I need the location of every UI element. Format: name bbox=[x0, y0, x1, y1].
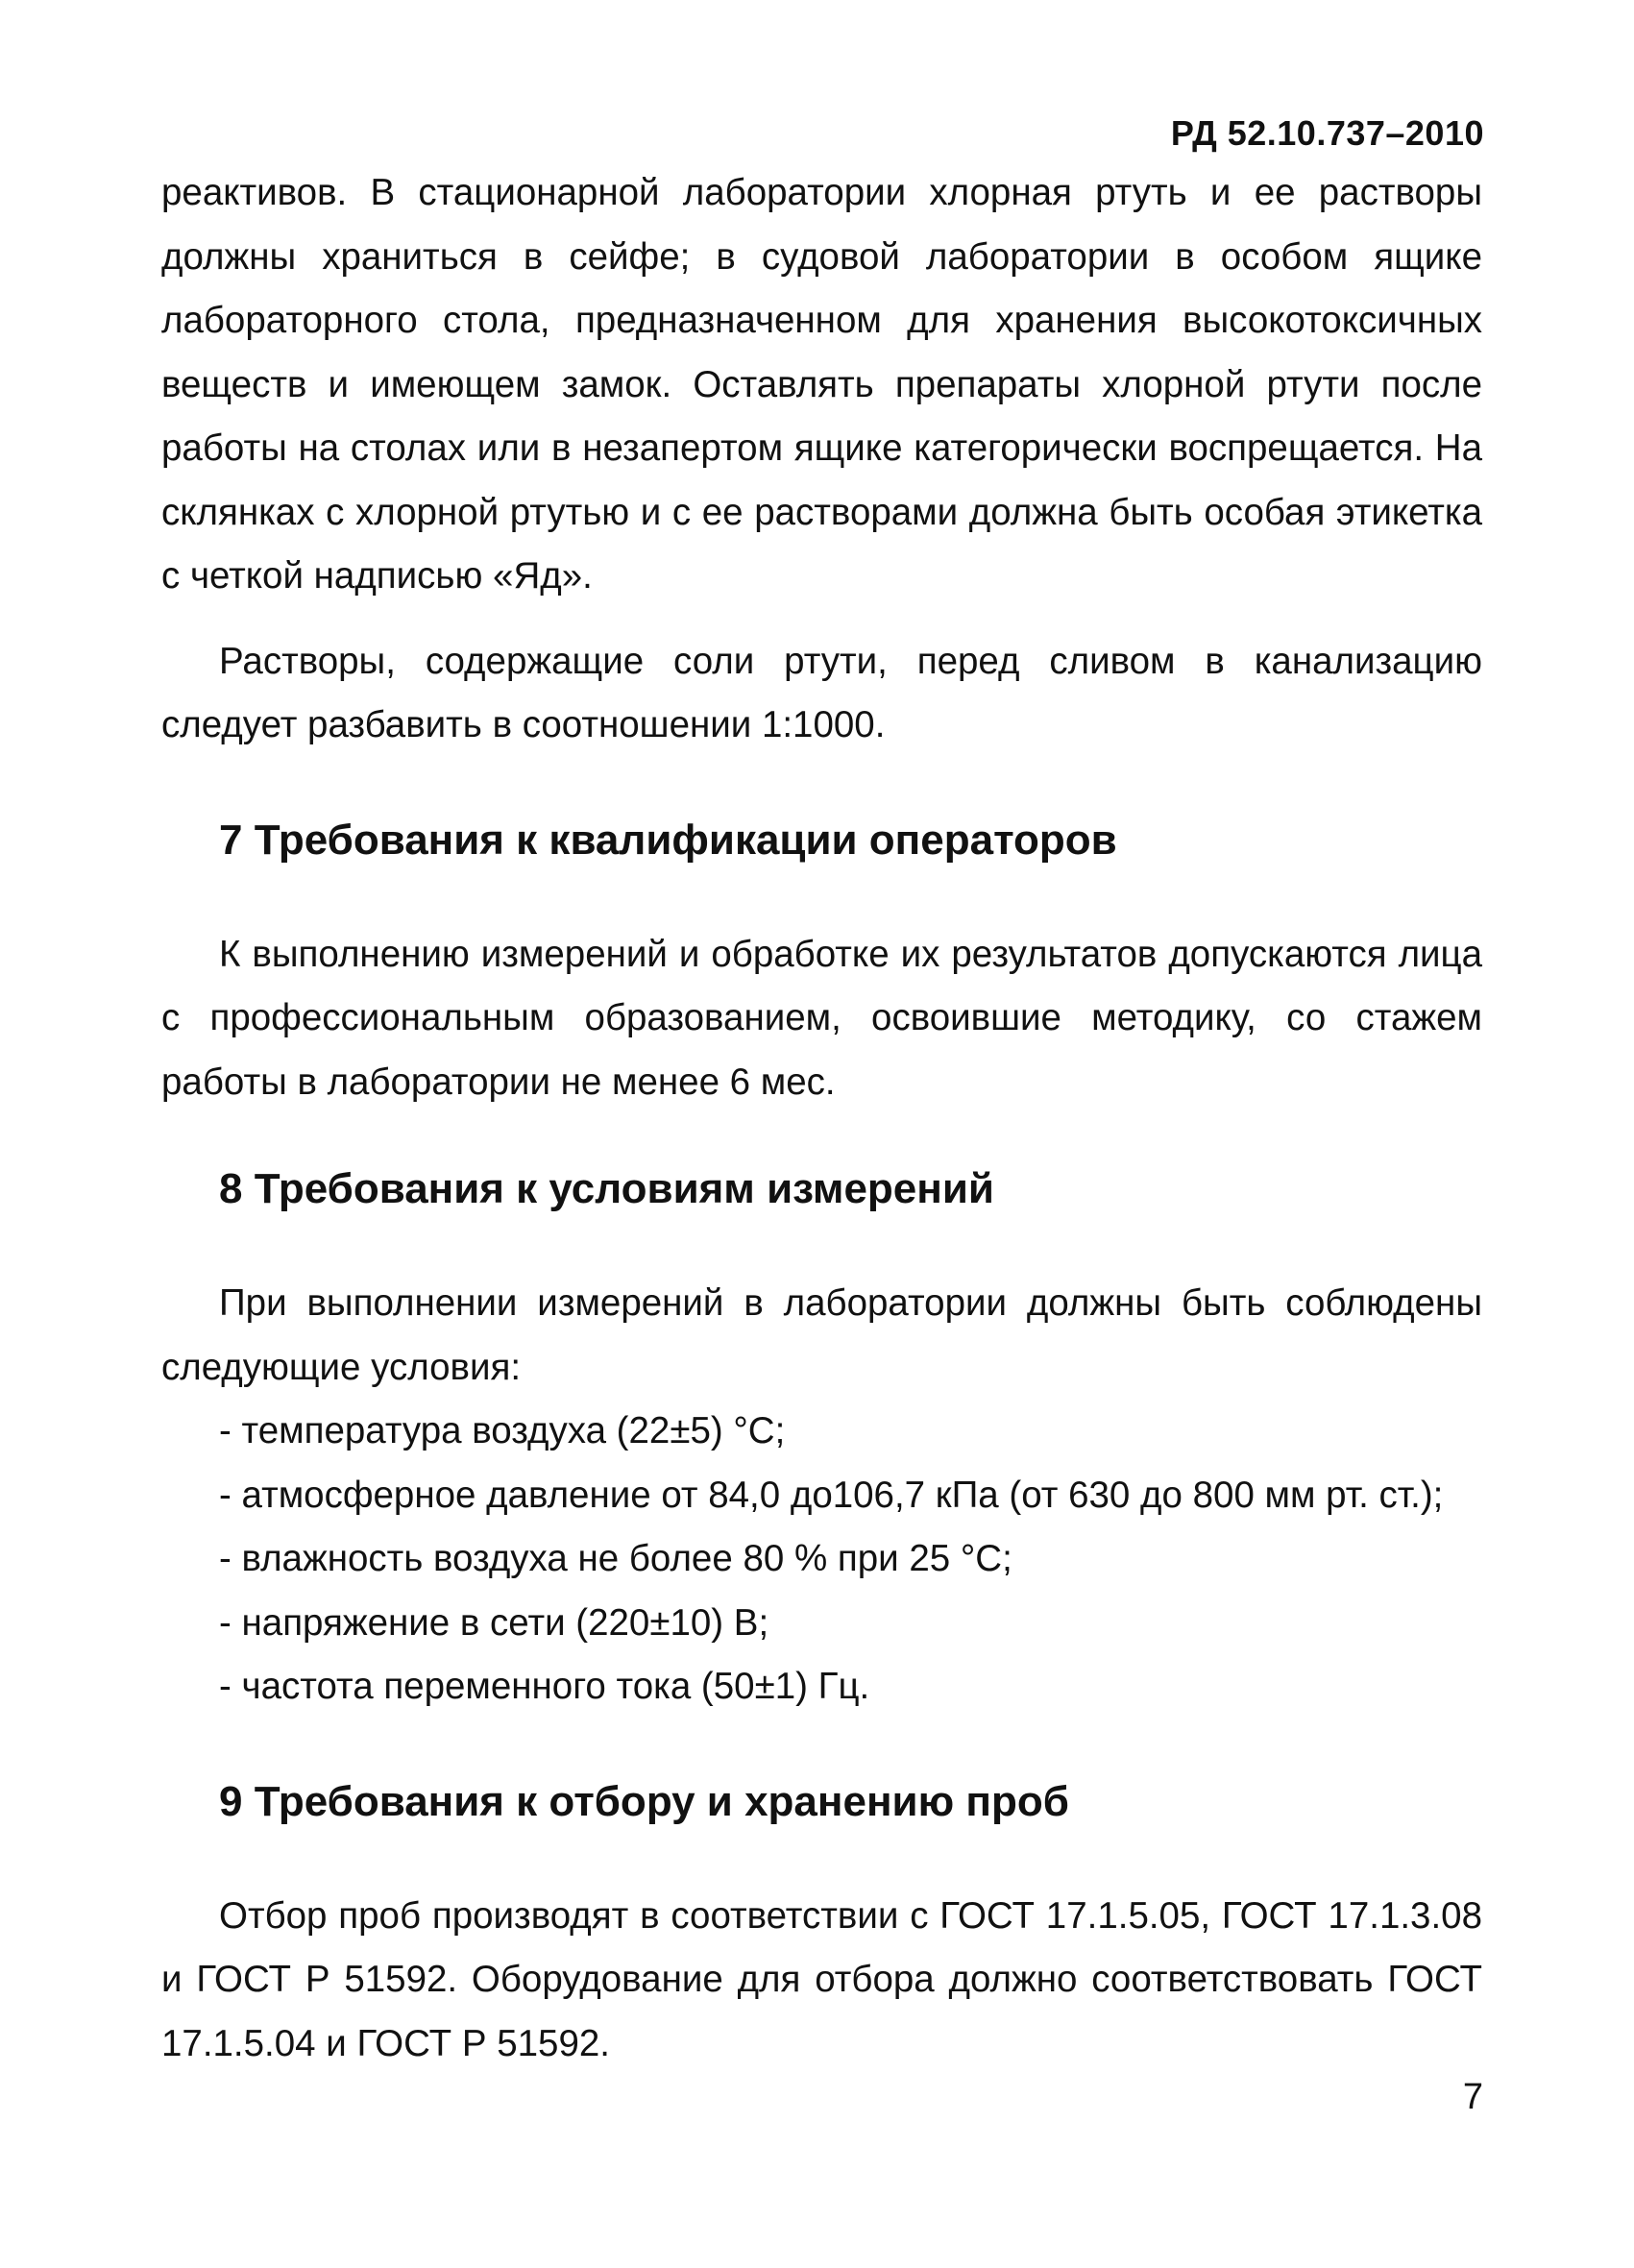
section-8-intro: При выполнении измерений в лаборатории должны быть соблюдены следующие условия: bbox=[161, 1282, 1482, 1388]
continuation-paragraph: реактивов. В стационарной лаборатории хлорная ртуть и ее растворы должны храниться в сейфе; в судовой лаборатории в особом ящике лабораторного стола, предназначенном для хранения высокотоксичных веществ и имеющем замок. Оставлять препараты хлорной ртути после работы на столах или в незапертом ящике категорически воспрещается. На склянках с хлорной ртутью и с ее растворами должна быть особая этикетка с четкой надписью «Яд». bbox=[161, 172, 1482, 597]
section-7-heading: 7 Требования к квалификации операторов bbox=[219, 816, 1117, 864]
condition-item: - температура воздуха (22±5) °С; bbox=[219, 1410, 786, 1451]
section-9-paragraph: Отбор проб производят в соответствии с ГОСТ 17.1.5.05, ГОСТ 17.1.3.08 и ГОСТ Р 51592. Оборудование для отбора должно соответствовать ГОСТ 17.1.5.04 и ГОСТ Р 51592. bbox=[161, 1894, 1482, 2064]
page-number: 7 bbox=[1462, 2077, 1483, 2117]
section-8-heading: 8 Требования к условиям измерений bbox=[219, 1165, 994, 1212]
dilution-paragraph: Растворы, содержащие соли ртути, перед сливом в канализацию следует разбавить в соотношении 1:1000. bbox=[161, 640, 1482, 745]
document-code: РД 52.10.737–2010 bbox=[1170, 113, 1484, 153]
condition-item: - атмосферное давление от 84,0 до106,7 кПа (от 630 до 800 мм рт. ст.); bbox=[219, 1474, 1444, 1516]
section-9-heading: 9 Требования к отбору и хранению проб bbox=[219, 1777, 1069, 1825]
condition-item: - напряжение в сети (220±10) В; bbox=[219, 1601, 769, 1644]
conditions-list bbox=[161, 1400, 1482, 1719]
section-7-paragraph: К выполнению измерений и обработке их результатов допускаются лица с профессиональным образованием, освоившие методику, со стажем работы в лаборатории не менее 6 мес. bbox=[161, 933, 1482, 1103]
condition-item: - частота переменного тока (50±1) Гц. bbox=[219, 1666, 870, 1707]
condition-item: - влажность воздуха не более 80 % при 25 °С; bbox=[219, 1538, 1012, 1579]
page-content bbox=[161, 161, 1482, 2076]
